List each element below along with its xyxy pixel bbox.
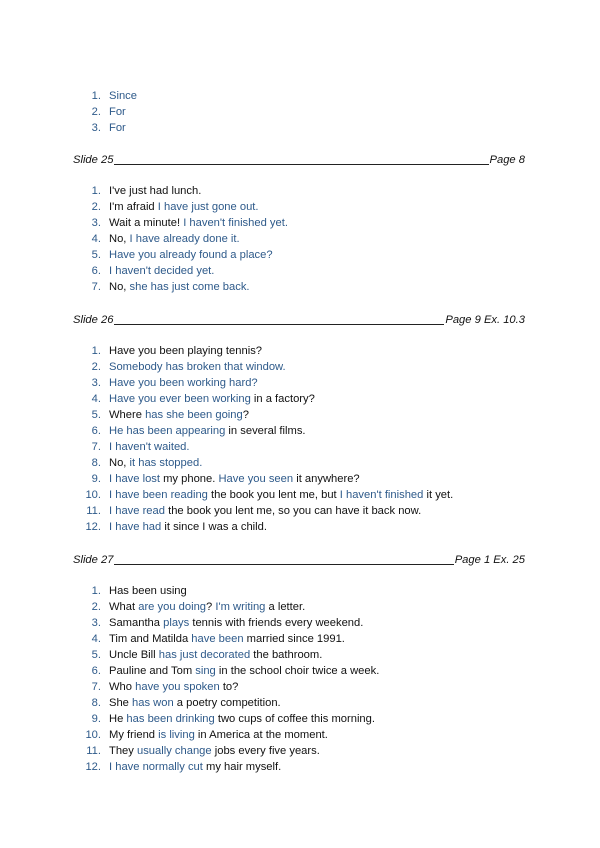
- item-number: 7.: [91, 441, 101, 453]
- item-number: 4.: [91, 393, 101, 405]
- item-number: 3.: [91, 217, 101, 229]
- list-item: [82, 599, 542, 615]
- header-rule: [114, 324, 444, 325]
- answer-text: Somebody has broken that window.: [109, 361, 286, 373]
- item-number: 5.: [91, 409, 101, 421]
- list-item: [82, 279, 542, 295]
- slide-label: Slide 25: [73, 154, 114, 166]
- answer-text: I have just gone out.: [157, 201, 259, 213]
- prompt-text: Has been using: [109, 585, 187, 597]
- prompt-text: What: [109, 601, 139, 613]
- answer-text: Have you ever been working: [109, 393, 251, 405]
- page-reference: Page 1 Ex. 25: [454, 554, 525, 566]
- prompt-text: Uncle Bill: [109, 649, 159, 661]
- answer-text: is living: [158, 729, 195, 741]
- list-item: [82, 263, 542, 279]
- prompt-text: I've just had lunch.: [109, 185, 202, 197]
- answer-text: I haven't finished yet.: [183, 217, 288, 229]
- list-item: [82, 647, 542, 663]
- list-item: [82, 375, 542, 391]
- item-number: 3.: [91, 122, 101, 134]
- prompt-text: Have you been playing tennis?: [109, 345, 263, 357]
- item-number: 9.: [91, 473, 101, 485]
- item-number: 2.: [91, 201, 101, 213]
- item-number: 7.: [91, 681, 101, 693]
- list-item: [82, 343, 542, 359]
- item-number: 10.: [85, 489, 101, 501]
- answer-text: are you doing: [138, 601, 207, 613]
- answer-text: have you spoken: [135, 681, 220, 693]
- prompt-text: Samantha: [109, 617, 164, 629]
- prompt-text: married since 1991.: [243, 633, 345, 645]
- list-item: [82, 615, 542, 631]
- answer-text: I have lost: [109, 473, 160, 485]
- answer-text: I have had: [109, 521, 162, 533]
- prompt-text: Who: [109, 681, 136, 693]
- item-number: 12.: [85, 521, 101, 533]
- item-number: 1.: [91, 185, 101, 197]
- prompt-text: it since I was a child.: [161, 521, 267, 533]
- answer-text: For: [109, 106, 126, 118]
- prompt-text: jobs every five years.: [211, 745, 320, 757]
- prompt-text: two cups of coffee this morning.: [214, 713, 375, 725]
- prompt-text: ?: [242, 409, 249, 421]
- item-number: 12.: [85, 761, 101, 773]
- list-item: [82, 663, 542, 679]
- answer-text: has won: [132, 697, 174, 709]
- item-number: 4.: [91, 233, 101, 245]
- list-item: [82, 183, 542, 199]
- prompt-text: tennis with friends every weekend.: [189, 617, 364, 629]
- list-item: [82, 679, 542, 695]
- answer-text: He has been appearing: [109, 425, 226, 437]
- answer-text: I have read: [109, 505, 165, 517]
- list-item: [82, 120, 542, 136]
- header-rule: [114, 564, 453, 565]
- prompt-text: No,: [109, 281, 130, 293]
- item-number: 2.: [91, 106, 101, 118]
- answer-text: I have normally cut: [109, 761, 203, 773]
- prompt-text: my hair myself.: [202, 761, 282, 773]
- list-item: [82, 455, 542, 471]
- list-item: [82, 711, 542, 727]
- item-number: 2.: [91, 601, 101, 613]
- prompt-text: Tim and Matilda: [109, 633, 192, 645]
- answer-text: I haven't decided yet.: [109, 265, 215, 277]
- answer-text: Since: [109, 90, 137, 102]
- item-number: 1.: [91, 90, 101, 102]
- answer-text: it has stopped.: [129, 457, 203, 469]
- item-number: 10.: [85, 729, 101, 741]
- prompt-text: No,: [109, 457, 130, 469]
- prompt-text: a letter.: [265, 601, 306, 613]
- list-item: [82, 631, 542, 647]
- page-reference: Page 9 Ex. 10.3: [445, 314, 525, 326]
- item-number: 3.: [91, 617, 101, 629]
- prompt-text: My friend: [109, 729, 159, 741]
- item-number: 6.: [91, 265, 101, 277]
- item-number: 5.: [91, 649, 101, 661]
- item-number: 11.: [86, 745, 101, 757]
- item-number: 2.: [91, 361, 101, 373]
- answer-text: For: [109, 122, 126, 134]
- list-item: [82, 695, 542, 711]
- prompt-text: Pauline and Tom: [109, 665, 196, 677]
- answer-text: sing: [195, 665, 216, 677]
- prompt-text: the book you lent me, but: [207, 489, 340, 501]
- slide-27-answer-list: [82, 583, 542, 775]
- answer-text: she has just come back.: [129, 281, 250, 293]
- answer-text: Have you been working hard?: [109, 377, 258, 389]
- item-number: 8.: [91, 697, 101, 709]
- list-item: [82, 199, 542, 215]
- answer-text: I haven't finished: [339, 489, 424, 501]
- prompt-text: Wait a minute!: [109, 217, 184, 229]
- prompt-text: to?: [219, 681, 239, 693]
- slide-26-answer-list: [82, 343, 542, 535]
- prompt-text: Where: [109, 409, 146, 421]
- header-rule: [114, 164, 488, 165]
- list-item: [82, 407, 542, 423]
- prompt-text: ?: [206, 601, 216, 613]
- list-item: [82, 88, 542, 104]
- item-number: 3.: [91, 377, 101, 389]
- answer-text: I haven't waited.: [109, 441, 190, 453]
- prompt-text: No,: [109, 233, 130, 245]
- prompt-text: He: [109, 713, 127, 725]
- item-number: 8.: [91, 457, 101, 469]
- answer-text: Have you already found a place?: [109, 249, 273, 261]
- prompt-text: the bathroom.: [250, 649, 323, 661]
- list-item: [82, 359, 542, 375]
- page-reference: Page 8: [489, 154, 525, 166]
- list-item: [82, 439, 542, 455]
- prompt-text: They: [109, 745, 137, 757]
- list-item: [82, 423, 542, 439]
- slide-25-answer-list: [82, 183, 542, 295]
- answer-text: have been: [191, 633, 244, 645]
- list-item: [82, 727, 542, 743]
- answer-text: I have already done it.: [129, 233, 240, 245]
- answer-text: usually change: [136, 745, 212, 757]
- list-item: [82, 487, 542, 503]
- item-number: 11.: [86, 505, 101, 517]
- answer-text: Have you seen: [218, 473, 294, 485]
- section-header-slide-26: [73, 311, 525, 327]
- prompt-text: a poetry competition.: [173, 697, 281, 709]
- item-number: 5.: [91, 249, 101, 261]
- prompt-text: I'm afraid: [109, 201, 158, 213]
- prompt-text: it yet.: [423, 489, 454, 501]
- item-number: 7.: [91, 281, 101, 293]
- item-number: 9.: [91, 713, 101, 725]
- slide-label: Slide 26: [73, 314, 114, 326]
- slide-label: Slide 27: [73, 554, 114, 566]
- intro-answer-list: [82, 88, 542, 136]
- list-item: [82, 247, 542, 263]
- prompt-text: my phone.: [160, 473, 219, 485]
- answer-text: plays: [163, 617, 190, 629]
- answer-text: I'm writing: [215, 601, 266, 613]
- answer-text: I have been reading: [109, 489, 208, 501]
- prompt-text: in America at the moment.: [194, 729, 328, 741]
- list-item: [82, 583, 542, 599]
- section-header-slide-25: [73, 151, 525, 167]
- list-item: [82, 759, 542, 775]
- list-item: [82, 391, 542, 407]
- item-number: 4.: [91, 633, 101, 645]
- answer-text: has just decorated: [158, 649, 251, 661]
- list-item: [82, 471, 542, 487]
- prompt-text: in the school choir twice a week.: [215, 665, 380, 677]
- prompt-text: the book you lent me, so you can have it back now.: [164, 505, 422, 517]
- answer-text: has she been going: [145, 409, 243, 421]
- list-item: [82, 231, 542, 247]
- list-item: [82, 104, 542, 120]
- item-number: 6.: [91, 425, 101, 437]
- prompt-text: it anywhere?: [293, 473, 360, 485]
- section-header-slide-27: [73, 551, 525, 567]
- list-item: [82, 215, 542, 231]
- list-item: [82, 519, 542, 535]
- item-number: 6.: [91, 665, 101, 677]
- prompt-text: in several films.: [225, 425, 306, 437]
- item-number: 1.: [91, 345, 101, 357]
- list-item: [82, 743, 542, 759]
- list-item: [82, 503, 542, 519]
- item-number: 1.: [91, 585, 101, 597]
- answer-text: has been drinking: [126, 713, 215, 725]
- prompt-text: in a factory?: [250, 393, 315, 405]
- prompt-text: She: [109, 697, 133, 709]
